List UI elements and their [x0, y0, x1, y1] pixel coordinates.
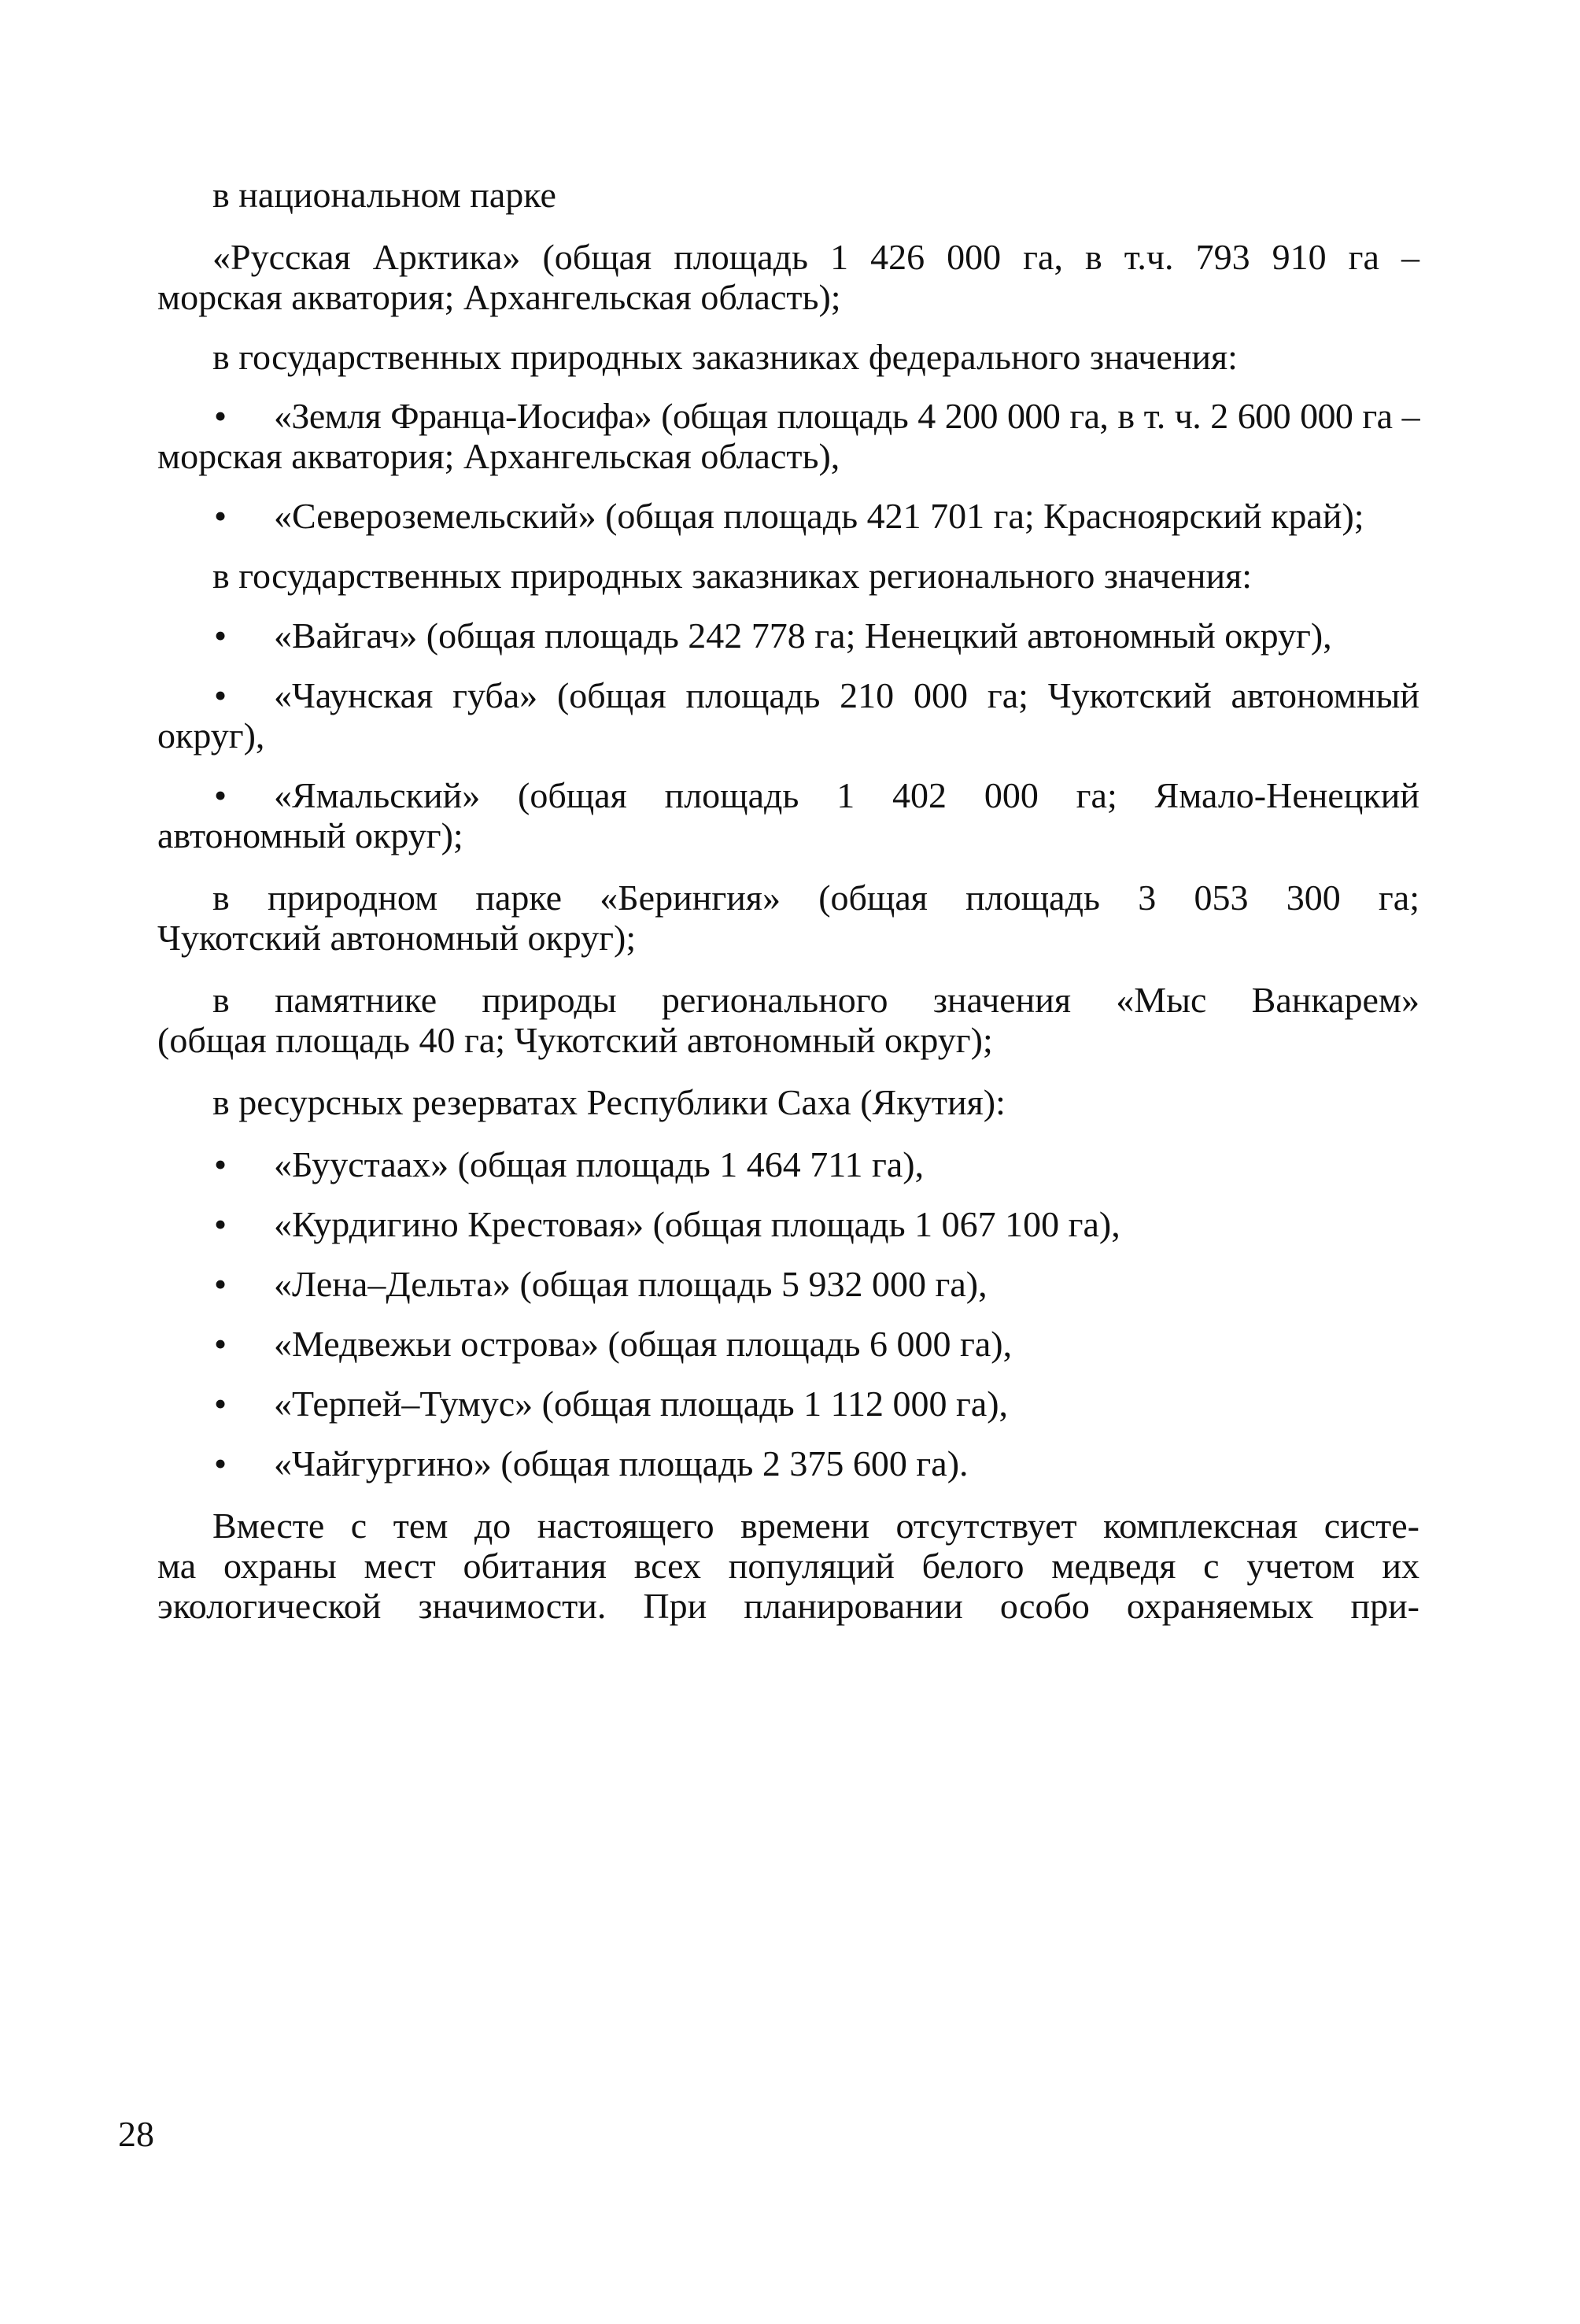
paragraph-russian-arctic — [157, 237, 1419, 317]
bullet-icon: • — [213, 1264, 227, 1304]
paragraph-conclusion — [157, 1506, 1419, 1626]
paragraph-line: (общая площадь 40 га; Чукотский автономный округ); — [157, 1020, 993, 1060]
bullet-icon: • — [213, 1144, 227, 1184]
list-item-text: «Ямальский» (общая площадь 1 402 000 га; Ямало-Ненецкий — [274, 775, 1419, 815]
paragraph-line: в природном парке «Берингия» (общая площадь 3 053 300 га; — [212, 878, 1419, 918]
list-item — [157, 496, 1419, 536]
list-item-text: «Североземельский» (общая площадь 421 701 га; Красноярский край); — [274, 496, 1364, 536]
list-item-text: «Буустаах» (общая площадь 1 464 711 га), — [274, 1144, 925, 1184]
bullet-icon: • — [213, 396, 227, 436]
list-item-text: «Терпей–Тумус» (общая площадь 1 112 000 га), — [274, 1384, 1009, 1424]
page-number: 28 — [118, 2114, 154, 2154]
bullet-icon: • — [213, 615, 227, 656]
paragraph-line: экологической значимости. При планировании особо охраняемых при- — [157, 1586, 1419, 1626]
list-item-text: «Чайгургино» (общая площадь 2 375 600 га). — [274, 1443, 969, 1483]
list-item — [157, 1204, 1419, 1244]
paragraph-cape-vankarem — [157, 980, 1419, 1060]
paragraph-national-park-intro: в национальном парке — [212, 175, 556, 215]
list-item — [157, 1324, 1419, 1364]
list-item — [157, 1264, 1419, 1304]
paragraph-yakutia-reserves-heading: в ресурсных резерватах Республики Саха (Якутия): — [212, 1082, 1006, 1122]
paragraph-line: Вместе с тем до настоящего времени отсутствует комплексная систе- — [212, 1506, 1419, 1546]
list-item-text: «Земля Франца-Иосифа» (общая площадь 4 200 000 га, в т. ч. 2 600 000 га – — [274, 396, 1419, 436]
bullet-icon: • — [213, 1384, 227, 1424]
list-item-text: «Чаунская губа» (общая площадь 210 000 га; Чукотский автономный — [274, 675, 1419, 715]
list-item — [157, 1443, 1419, 1483]
bullet-icon: • — [213, 675, 227, 715]
bullet-icon: • — [213, 496, 227, 536]
bullet-icon: • — [213, 1324, 227, 1364]
paragraph-line: Чукотский автономный округ); — [157, 918, 637, 958]
list-item — [157, 675, 1419, 756]
list-item — [157, 396, 1419, 476]
body-text — [157, 175, 1419, 1626]
paragraph-beringia — [157, 878, 1419, 958]
list-item-text-continued: автономный округ); — [157, 815, 463, 855]
paragraph-regional-reserves-heading: в государственных природных заказниках регионального значения: — [212, 556, 1253, 596]
list-item-text: «Курдигино Крестовая» (общая площадь 1 067 100 га), — [274, 1204, 1120, 1244]
paragraph-line: морская акватория; Архангельская область); — [157, 277, 841, 317]
list-item — [157, 615, 1419, 656]
bullet-icon: • — [213, 1204, 227, 1244]
list-item — [157, 775, 1419, 855]
bullet-icon: • — [213, 775, 227, 815]
list-item-text-continued: округ), — [157, 715, 265, 756]
paragraph-line: «Русская Арктика» (общая площадь 1 426 000 га, в т.ч. 793 910 га – — [212, 237, 1419, 277]
list-item — [157, 1384, 1419, 1424]
bullet-icon: • — [213, 1443, 227, 1483]
list-item-text-continued: морская акватория; Архангельская область), — [157, 436, 840, 476]
paragraph-federal-reserves-heading: в государственных природных заказниках федерального значения: — [212, 337, 1238, 377]
paragraph-line: ма охраны мест обитания всех популяций белого медведя с учетом их — [157, 1546, 1419, 1586]
paragraph-line: в памятнике природы регионального значения «Мыс Ванкарем» — [212, 980, 1419, 1020]
list-item — [157, 1144, 1419, 1184]
list-item-text: «Лена–Дельта» (общая площадь 5 932 000 га), — [274, 1264, 988, 1304]
list-item-text: «Медвежьи острова» (общая площадь 6 000 га), — [274, 1324, 1013, 1364]
list-item-text: «Вайгач» (общая площадь 242 778 га; Ненецкий автономный округ), — [274, 615, 1332, 656]
